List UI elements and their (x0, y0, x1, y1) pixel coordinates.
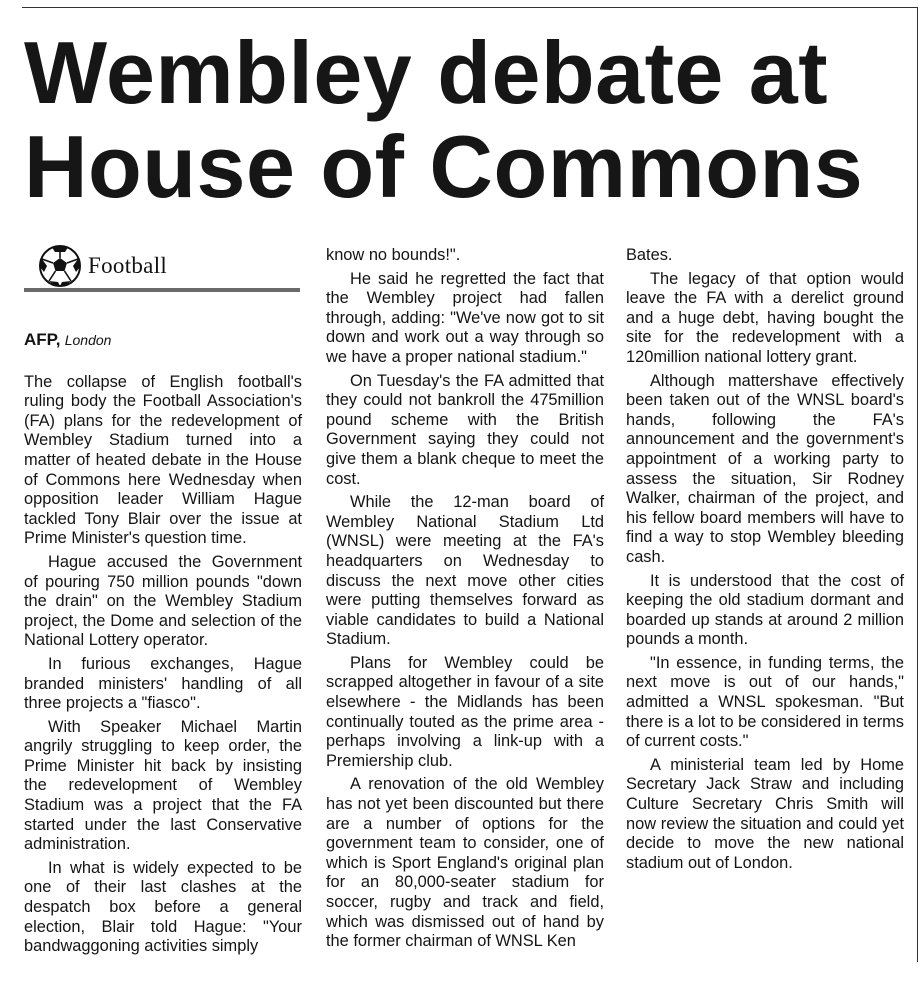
article-body (0, 246, 924, 990)
paragraph: While the 12-man board of Wembley National Stadium Ltd (WNSL) were meeting at the FA's headquarters on Wednesday to discuss the next move other cities were putting themselves forward as viable candidates to build a National Stadium. (326, 493, 604, 649)
paragraph: Bates. (626, 246, 673, 264)
dateline-agency: AFP, (24, 330, 61, 349)
section-label: Football (88, 253, 168, 279)
section-tag (24, 246, 302, 286)
paragraph: Hague accused the Government of pouring 750 million pounds "down the drain" on the Wembley Stadium project, the Dome and selection of the National Lottery operator. (24, 552, 302, 650)
column-1 (24, 246, 302, 957)
paragraph: The collapse of English football's ruling body the Football Association's (FA) plans for the redevelopment of Wembley Stadium turned into a matter of heated debate in the House of Commons here Wednesday when opposition leader William Hague tackled Tony Blair over the issue at Prime Minister's question time. (24, 372, 302, 548)
paragraph: On Tuesday's the FA admitted that they could not bankroll the 475million pound scheme with the British Government saying they could not give them a blank cheque to meet the cost. (326, 371, 604, 488)
paragraph: Although mattershave effectively been taken out of the WNSL board's hands, following the FA's announcement and the government's appointment of a working party to assess the situation, Sir Rodney Walker, chairman of the project, and his fellow board members will have to find a way to stop Wembley bleeding cash. (626, 371, 904, 566)
dateline (24, 330, 302, 351)
headline (24, 23, 904, 216)
dateline-place: London (64, 332, 112, 348)
soccer-ball-icon (38, 244, 82, 288)
column-3 (626, 246, 904, 873)
paragraph: In furious exchanges, Hague branded ministers' handling of all three projects a "fiasco". (24, 654, 302, 713)
paragraph: He said he regretted the fact that the Wembley project had fallen through, adding: "We've now got to sit down and work out a way through so we have a proper national stadium." (326, 269, 604, 366)
paragraph: Plans for Wembley could be scrapped altogether in favour of a site elsewhere - the Midlands has been continually touted as the prime area - perhaps involving a link-up with a Premiership club. (326, 653, 604, 770)
paragraph: It is understood that the cost of keeping the old stadium dormant and boarded up stands at around 2 million pounds a month. (626, 571, 904, 649)
paragraph: A renovation of the old Wembley has not yet been discounted but there are a number of options for the government team to consider, one of which is Sport England's original plan for an 80,000-seater stadium for soccer, rugby and track and field, which was dismissed out of hand by the former chairman of WNSL Ken (326, 775, 604, 951)
top-rule (22, 7, 918, 8)
column-2 (326, 246, 604, 952)
paragraph: A ministerial team led by Home Secretary Jack Straw and including Culture Secretary Chris Smith will now review the situation and could yet decide to move the new national stadium out of London. (626, 755, 904, 872)
paragraph: "In essence, in funding terms, the next move is out of our hands," admitted a WNSL spokesman. "But there is a lot to be considered in terms of current costs." (626, 653, 904, 751)
paragraph: know no bounds!". (326, 246, 461, 264)
headline-line-1: Wembley debate at (24, 23, 829, 122)
paragraph: The legacy of that option would leave the FA with a derelict ground and a huge debt, having bought the site for the redevelopment with a 120million national lottery grant. (626, 269, 904, 366)
paragraph: With Speaker Michael Martin angrily struggling to keep order, the Prime Minister hit back by insisting the redevelopment of Wembley Stadium was a project that the FA started under the last Conservative administration. (24, 717, 302, 854)
paragraph: In what is widely expected to be one of their last clashes at the despatch box before a general election, Blair told Hague: "Your bandwaggoning activities simply (24, 858, 302, 956)
section-rule (24, 288, 300, 292)
headline-line-2: House of Commons (24, 117, 864, 216)
